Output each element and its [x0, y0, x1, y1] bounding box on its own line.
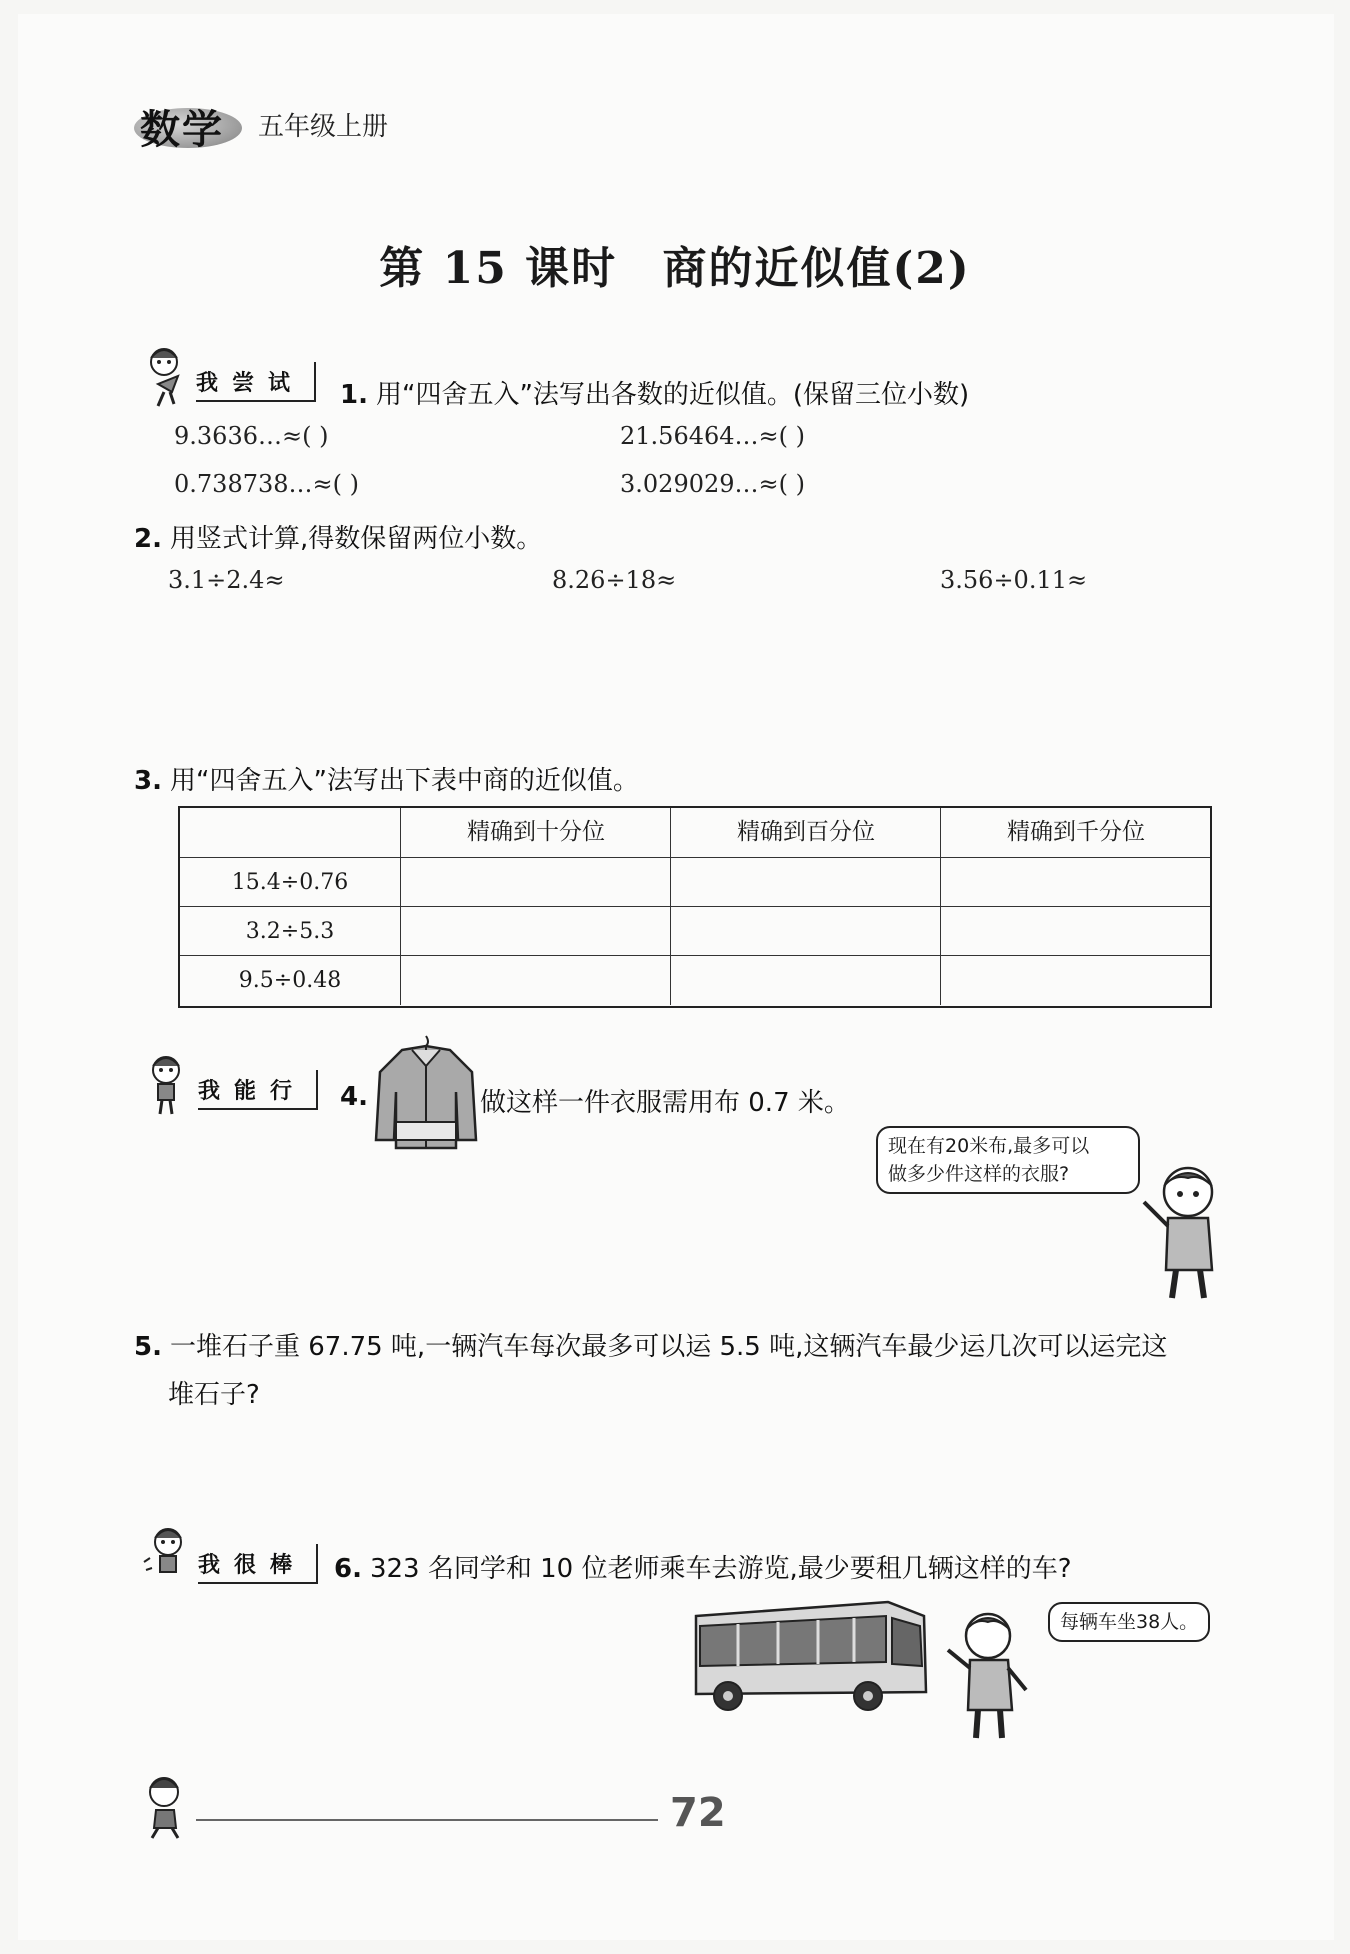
- question-1: [340, 374, 969, 411]
- question-4-text: 做这样一件衣服需用布 0.7 米。: [480, 1088, 850, 1118]
- section-badge-try: [138, 362, 318, 402]
- badge-divider: [316, 1070, 318, 1110]
- answer-cell[interactable]: [670, 858, 941, 907]
- table-row: [180, 906, 1210, 956]
- q1-item-4: 3.029029…≈( ): [620, 470, 805, 498]
- q2-expression-2: 8.26÷18≈: [552, 566, 677, 594]
- table-row-label: 9.5÷0.48: [238, 968, 342, 993]
- approximation-table: [178, 806, 1212, 1008]
- section-badge-can: [140, 1070, 320, 1110]
- table-header-cell: 精确到百分位: [670, 808, 941, 857]
- lesson-name: 商的近似值(2): [662, 243, 971, 294]
- answer-cell[interactable]: [670, 956, 941, 1005]
- table-header-cell: 精确到千分位: [940, 808, 1211, 857]
- cartoon-girl-icon: [140, 1522, 200, 1592]
- lesson-title: [0, 232, 1350, 296]
- table-row: [180, 857, 1210, 907]
- q1-item-3: 0.738738…≈( ): [174, 470, 359, 498]
- bus-icon: [688, 1596, 932, 1716]
- q2-expression-3: 3.56÷0.11≈: [940, 566, 1088, 594]
- badge-underline: [198, 1582, 318, 1584]
- section-label-try: 我尝试: [196, 371, 305, 396]
- question-2: [134, 518, 542, 555]
- cartoon-boy-icon: [1130, 1160, 1230, 1310]
- answer-cell[interactable]: [670, 907, 941, 956]
- jacket-icon: [372, 1032, 480, 1154]
- question-1-number: 1.: [340, 380, 368, 410]
- question-6: [334, 1548, 1072, 1585]
- question-6-text: 323 名同学和 10 位老师乘车去游览,最少要租几辆这样的车?: [369, 1554, 1072, 1584]
- question-2-text: 用竖式计算,得数保留两位小数。: [169, 524, 543, 554]
- question-5: [134, 1326, 1167, 1363]
- question-4-number: [340, 1082, 376, 1112]
- table-header-cell: 精确到十分位: [400, 808, 671, 857]
- mascot-footer-icon: [136, 1770, 196, 1840]
- section-badge-great: [140, 1544, 320, 1584]
- answer-cell[interactable]: [400, 858, 671, 907]
- page-number: 72: [670, 1790, 726, 1836]
- speech-bubble: 每辆车坐38人。: [1048, 1602, 1210, 1642]
- grade-label: 五年级上册: [258, 112, 389, 142]
- question-2-number: 2.: [134, 524, 162, 554]
- question-6-number: 6.: [334, 1554, 362, 1584]
- badge-underline: [196, 400, 316, 402]
- badge-divider: [316, 1544, 318, 1584]
- section-label-can: 我能行: [198, 1079, 307, 1104]
- question-3-text: 用“四舍五入”法写出下表中商的近似值。: [169, 766, 639, 796]
- question-4-num: 4.: [340, 1082, 368, 1112]
- question-5-line-1: 一堆石子重 67.75 吨,一辆汽车每次最多可以运 5.5 吨,这辆汽车最少运几次可以运完这: [169, 1332, 1168, 1362]
- bubble-line: 做多少件这样的衣服?: [888, 1163, 1070, 1185]
- q2-expression-1: 3.1÷2.4≈: [168, 566, 285, 594]
- cartoon-girl-icon: [140, 1048, 200, 1118]
- footer-rule: [196, 1819, 658, 1821]
- q1-item-2: 21.56464…≈( ): [620, 422, 805, 450]
- speech-bubble: [876, 1126, 1140, 1194]
- subject-logo: [128, 88, 244, 153]
- bubble-line: 现在有20米布,最多可以: [888, 1135, 1090, 1157]
- section-label-great: 我很棒: [198, 1553, 307, 1578]
- answer-cell[interactable]: [940, 956, 1211, 1005]
- question-5-line-2: 堆石子?: [168, 1380, 260, 1410]
- table-row-label: 3.2÷5.3: [245, 919, 335, 944]
- answer-cell[interactable]: [400, 907, 671, 956]
- badge-underline: [198, 1108, 318, 1110]
- q1-item-1: 9.3636…≈( ): [174, 422, 329, 450]
- table-header-row: [180, 808, 1210, 857]
- table-row-label: 15.4÷0.76: [231, 870, 349, 895]
- question-3: [134, 760, 639, 797]
- badge-divider: [314, 362, 316, 402]
- answer-cell[interactable]: [940, 858, 1211, 907]
- question-3-number: 3.: [134, 766, 162, 796]
- subject-label: 数学: [140, 107, 224, 153]
- cartoon-girl-icon: [138, 340, 198, 410]
- table-row: [180, 955, 1210, 1005]
- answer-cell[interactable]: [400, 956, 671, 1005]
- question-1-text: 用“四舍五入”法写出各数的近似值。(保留三位小数): [375, 380, 970, 410]
- cartoon-boy-icon: [942, 1606, 1042, 1746]
- table-header-cell: [180, 808, 400, 857]
- lesson-number: 第 15 课时: [379, 243, 618, 294]
- question-5-number: 5.: [134, 1332, 162, 1362]
- answer-cell[interactable]: [940, 907, 1211, 956]
